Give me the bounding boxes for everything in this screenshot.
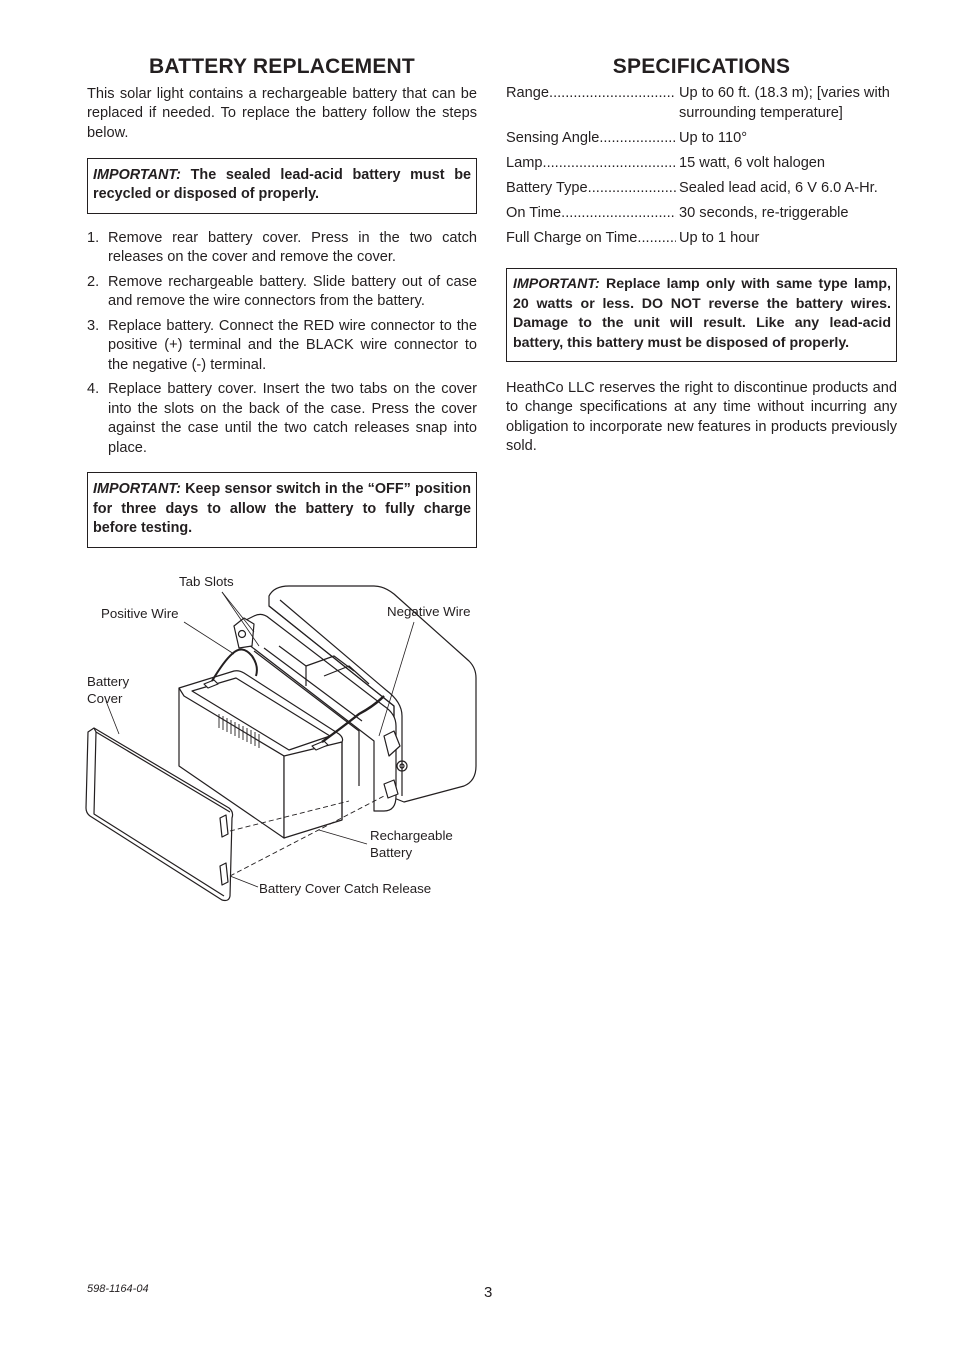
label-negative-wire: Negative Wire xyxy=(387,604,471,619)
label-tab-slots: Tab Slots xyxy=(179,574,234,589)
specifications-list xyxy=(506,84,897,248)
spec-row-battery-type xyxy=(506,179,897,199)
step-text: Replace battery cover. Insert the two tabs on the cover into the slots on the back of the case. Press the cover against the case until the two catch releases snap into place. xyxy=(108,381,477,456)
spec-label: Lamp ..... xyxy=(506,154,676,174)
spec-value: 15 watt, 6 volt halogen xyxy=(679,154,826,171)
spec-value: 30 seconds, re-triggerable xyxy=(679,204,849,221)
step-item xyxy=(87,317,477,376)
spec-row-full-charge xyxy=(506,229,897,249)
important-text: Keep sensor switch in the “OFF” position for three days to allow the battery to fully charge before testing. xyxy=(93,481,471,537)
step-item xyxy=(87,380,477,458)
spec-label: Sensing Angle ..... xyxy=(506,129,676,149)
spec-row-range xyxy=(506,84,897,123)
spec-row-sensing-angle xyxy=(506,129,897,149)
important-lead: IMPORTANT: xyxy=(93,481,181,498)
page-number: 3 xyxy=(484,1284,493,1301)
important-note-sensor-switch xyxy=(87,472,477,548)
important-lead: IMPORTANT: xyxy=(93,166,181,183)
label-catch-release: Battery Cover Catch Release xyxy=(259,881,432,896)
step-text: Remove rear battery cover. Press in the two catch releases on the cover and remove the cover. xyxy=(108,229,477,266)
spec-label: Range ..... xyxy=(506,84,676,104)
battery-replacement-diagram xyxy=(84,566,484,906)
label-rechargeable-line1: Rechargeable xyxy=(370,828,453,843)
specifications-section xyxy=(506,54,897,456)
step-item xyxy=(87,229,477,268)
label-battery-cover-line2: Cover xyxy=(87,691,123,706)
label-rechargeable-line2: Battery xyxy=(370,845,413,860)
spec-value: Sealed lead acid, 6 V 6.0 A-Hr. xyxy=(679,179,878,196)
important-note-recycle xyxy=(87,158,477,214)
spec-value: Up to 110° xyxy=(679,129,748,146)
step-number: 4. xyxy=(87,381,100,398)
spec-label: Battery Type ..... xyxy=(506,179,676,199)
spec-value: Up to 1 hour xyxy=(679,229,760,246)
step-number: 2. xyxy=(87,273,100,290)
battery-replacement-section xyxy=(87,54,477,548)
important-text: Replace lamp only with same type lamp, 20 watts or less. DO NOT reverse the battery wires. Damage to the unit will result. Like any lead-acid battery, this battery must be disposed of properly. xyxy=(513,276,891,351)
label-battery-cover-line1: Battery xyxy=(87,674,130,689)
battery-replacement-title: BATTERY REPLACEMENT xyxy=(149,55,415,78)
step-number: 1. xyxy=(87,229,100,246)
step-text: Replace battery. Connect the RED wire connector to the positive (+) terminal and the BLACK wire connector to the negative (-) terminal. xyxy=(108,317,477,373)
disclaimer-paragraph: HeathCo LLC reserves the right to discontinue products and to change specifications at any time without incurring any obligation to incorporate new features in products previously sold. xyxy=(506,380,897,454)
step-item xyxy=(87,273,477,312)
document-code: 598-1164-04 xyxy=(87,1283,149,1295)
battery-intro-paragraph: This solar light contains a rechargeable battery that can be replaced if needed. To replace the battery follow the steps below. xyxy=(87,86,477,141)
step-text: Remove rechargeable battery. Slide battery out of case and remove the wire connectors from the battery. xyxy=(108,273,477,310)
spec-row-on-time xyxy=(506,204,897,224)
important-text: The sealed lead-acid battery must be recycled or disposed of properly. xyxy=(93,166,471,203)
step-number: 3. xyxy=(87,317,100,334)
spec-label: Full Charge on Time ..... xyxy=(506,229,676,249)
important-note-lamp xyxy=(506,268,897,362)
spec-label: On Time ..... xyxy=(506,204,676,224)
specifications-title: SPECIFICATIONS xyxy=(612,55,791,78)
spec-value: Up to 60 ft. (18.3 m); [varies with surrounding temperature] xyxy=(679,85,890,121)
label-positive-wire: Positive Wire xyxy=(101,606,179,621)
spec-row-lamp xyxy=(506,154,897,174)
replacement-steps-list xyxy=(87,229,477,459)
important-lead: IMPORTANT: xyxy=(513,276,600,292)
